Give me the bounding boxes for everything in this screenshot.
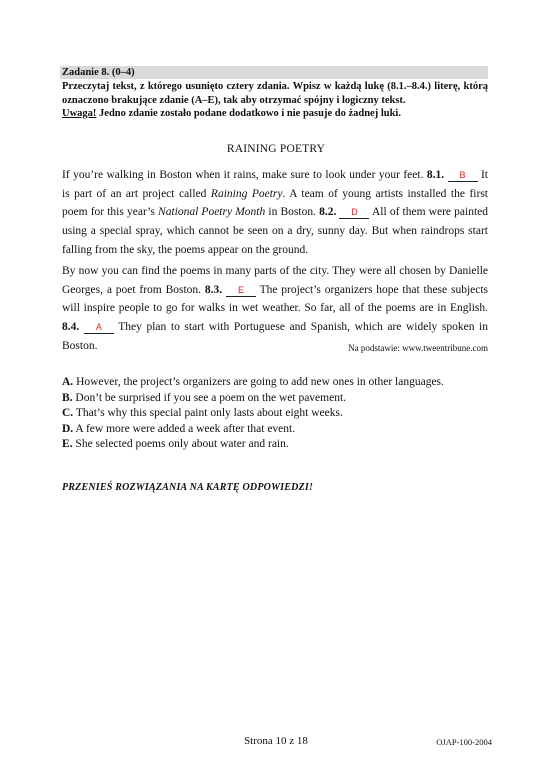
transfer-note: PRZENIEŚ ROZWIĄZANIA NA KARTĘ ODPOWIEDZI! xyxy=(62,482,314,493)
text-segment: in Boston. xyxy=(265,206,320,219)
text-segment: . A team of young artists installed the first poem for this year’s xyxy=(62,187,488,219)
option-text: However, the project’s organizers are going to add new ones in other languages. xyxy=(73,376,444,388)
options-list xyxy=(62,375,492,453)
option-letter: D. xyxy=(62,422,74,435)
article-paragraph-1 xyxy=(62,166,488,260)
gap-8-1[interactable]: B xyxy=(448,170,478,182)
page-number: Strona 10 z 18 xyxy=(244,735,308,747)
project-name: Raining Poetry xyxy=(210,187,283,200)
option-a xyxy=(62,375,492,391)
article-heading: RAINING POETRY xyxy=(226,143,326,155)
exam-code: OJAP-100-2004 xyxy=(436,737,492,747)
option-e xyxy=(62,437,492,453)
text-segment: By now you can find the poems in many parts of the city. They were all chosen by Danielle Georges, a poet from Boston. xyxy=(62,265,488,296)
text-segment: If you’re walking in Boston when it rains, make sure to look under your feet. xyxy=(62,169,427,181)
option-b xyxy=(62,391,492,407)
gap-label-8-2: 8.2. xyxy=(319,206,337,219)
text-segment: The project’s organizers hope that these subjects will inspire people to go for walks in wet weather. So far, all of the poems are in English. xyxy=(62,283,489,315)
task-instruction xyxy=(62,80,488,121)
option-letter: E. xyxy=(62,438,73,450)
option-letter: B. xyxy=(62,391,73,404)
option-letter: C. xyxy=(62,407,74,419)
option-c xyxy=(62,406,492,422)
instruction-note-label: Uwaga! xyxy=(62,108,97,119)
text-segment: They plan to start with Portuguese and Spanish, which are widely spoken in Boston. xyxy=(62,321,489,352)
option-text: A few more were added a week after that event. xyxy=(73,422,296,435)
gap-8-3[interactable]: E xyxy=(226,285,256,297)
article-paragraph-2 xyxy=(62,262,488,356)
option-d xyxy=(62,422,492,438)
option-text: That’s why this special paint only lasts about eight weeks. xyxy=(73,407,343,419)
gap-8-2[interactable]: D xyxy=(339,207,369,219)
task-title: Zadanie 8. (0–4) xyxy=(62,67,135,78)
text-segment: All of them were painted using a special spray, which cannot be seen on a dry, sunny day. But when raindrops start falling from the sky, the poems appear on the ground. xyxy=(62,206,489,256)
gap-label-8-4: 8.4. xyxy=(62,321,80,334)
gap-label-8-1: 8.1. xyxy=(426,169,445,181)
source-note: Na podstawie: www.tweentribune.com xyxy=(348,343,488,353)
event-name: National Poetry Month xyxy=(158,206,266,219)
gap-label-8-3: 8.3. xyxy=(204,283,223,296)
option-text: She selected poems only about water and rain. xyxy=(72,438,289,450)
instruction-note-text: Jedno zdanie zostało podane dodatkowo i nie pasuje do żadnej luki. xyxy=(96,108,401,119)
instruction-main: Przeczytaj tekst, z którego usunięto cztery zdania. Wpisz w każdą lukę (8.1.–8.4.) literę, którą oznaczono brakujące zdanie (A–E), tak aby otrzymać spójny i logiczny tekst. xyxy=(62,81,488,106)
option-text: Don’t be surprised if you see a poem on the wet pavement. xyxy=(72,391,347,404)
gap-8-4[interactable]: A xyxy=(84,322,114,334)
text-segment: It is part of an art project called xyxy=(62,169,488,200)
option-letter: A. xyxy=(62,376,74,388)
